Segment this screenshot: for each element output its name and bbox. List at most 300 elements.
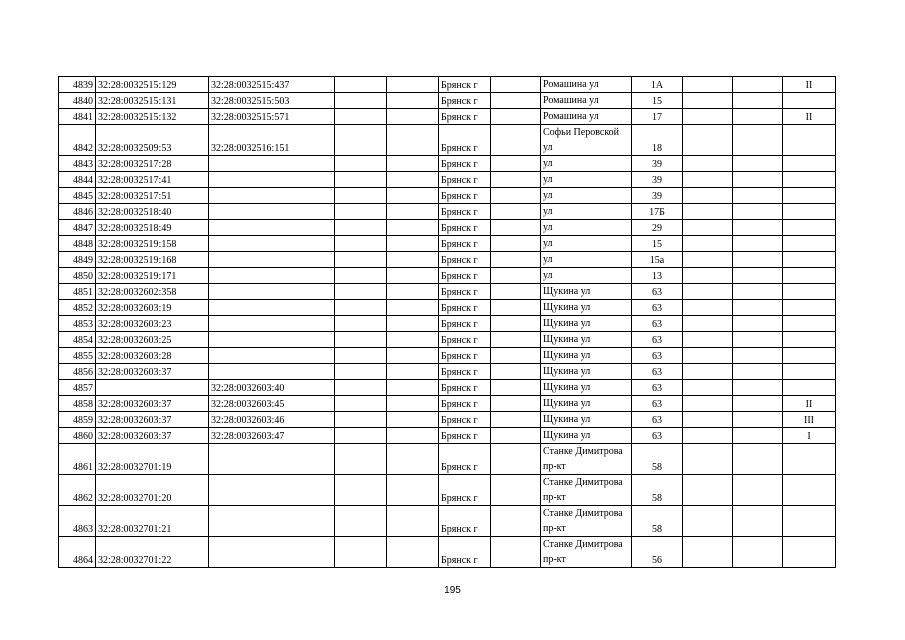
table-row — [59, 348, 836, 364]
cadastral-number-cell: 32:28:0032603:19 — [96, 300, 209, 316]
city-cell: Брянск г — [439, 125, 491, 156]
cadastral-number-cell: 32:28:0032515:132 — [96, 109, 209, 125]
house-number-cell: 15 — [632, 236, 683, 252]
col-4-cell — [335, 268, 387, 284]
related-cadastral-number-cell — [209, 348, 335, 364]
col-5-cell — [387, 204, 439, 220]
row-number-cell: 4860 — [59, 428, 96, 444]
related-cadastral-number-cell: 32:28:0032515:571 — [209, 109, 335, 125]
table-row — [59, 332, 836, 348]
category-cell — [783, 268, 836, 284]
row-number-cell: 4844 — [59, 172, 96, 188]
house-number-cell: 63 — [632, 348, 683, 364]
row-number-cell: 4862 — [59, 475, 96, 506]
col-7-cell — [491, 172, 541, 188]
col-7-cell — [491, 125, 541, 156]
col-10-cell — [683, 364, 733, 380]
col-5-cell — [387, 156, 439, 172]
table-row — [59, 506, 836, 537]
row-number-cell: 4841 — [59, 109, 96, 125]
category-cell — [783, 220, 836, 236]
table-row — [59, 364, 836, 380]
row-number-cell: 4850 — [59, 268, 96, 284]
house-number-cell: 39 — [632, 156, 683, 172]
street-cell: ул — [541, 268, 632, 284]
house-number-cell: 63 — [632, 412, 683, 428]
table-row — [59, 204, 836, 220]
col-10-cell — [683, 125, 733, 156]
col-10-cell — [683, 109, 733, 125]
street-cell: ул — [541, 172, 632, 188]
related-cadastral-number-cell — [209, 316, 335, 332]
col-4-cell — [335, 506, 387, 537]
category-cell — [783, 506, 836, 537]
city-cell: Брянск г — [439, 220, 491, 236]
street-cell: Станке Димитрова пр-кт — [541, 475, 632, 506]
col-5-cell — [387, 444, 439, 475]
table-row — [59, 537, 836, 568]
cadastral-number-cell: 32:28:0032603:37 — [96, 396, 209, 412]
row-number-cell: 4857 — [59, 380, 96, 396]
col-7-cell — [491, 93, 541, 109]
row-number-cell: 4852 — [59, 300, 96, 316]
col-11-cell — [733, 444, 783, 475]
city-cell: Брянск г — [439, 300, 491, 316]
col-5-cell — [387, 506, 439, 537]
house-number-cell: 1А — [632, 77, 683, 93]
col-7-cell — [491, 316, 541, 332]
related-cadastral-number-cell — [209, 188, 335, 204]
row-number-cell: 4861 — [59, 444, 96, 475]
col-4-cell — [335, 156, 387, 172]
city-cell: Брянск г — [439, 77, 491, 93]
col-10-cell — [683, 220, 733, 236]
category-cell — [783, 93, 836, 109]
table-row — [59, 300, 836, 316]
row-number-cell: 4849 — [59, 252, 96, 268]
page-number: 195 — [444, 585, 461, 596]
col-10-cell — [683, 204, 733, 220]
street-cell: Щукина ул — [541, 284, 632, 300]
col-5-cell — [387, 475, 439, 506]
table-row — [59, 412, 836, 428]
row-number-cell: 4859 — [59, 412, 96, 428]
city-cell: Брянск г — [439, 236, 491, 252]
related-cadastral-number-cell — [209, 284, 335, 300]
col-10-cell — [683, 172, 733, 188]
cadastral-number-cell: 32:28:0032517:41 — [96, 172, 209, 188]
col-11-cell — [733, 220, 783, 236]
col-5-cell — [387, 236, 439, 252]
street-cell: Ромашина ул — [541, 77, 632, 93]
city-cell: Брянск г — [439, 537, 491, 568]
house-number-cell: 17 — [632, 109, 683, 125]
city-cell: Брянск г — [439, 188, 491, 204]
col-10-cell — [683, 380, 733, 396]
street-cell: ул — [541, 220, 632, 236]
related-cadastral-number-cell — [209, 204, 335, 220]
city-cell: Брянск г — [439, 412, 491, 428]
row-number-cell: 4842 — [59, 125, 96, 156]
col-4-cell — [335, 444, 387, 475]
col-7-cell — [491, 380, 541, 396]
col-5-cell — [387, 380, 439, 396]
category-cell — [783, 236, 836, 252]
street-cell: Станке Димитрова пр-кт — [541, 537, 632, 568]
col-10-cell — [683, 284, 733, 300]
house-number-cell: 63 — [632, 428, 683, 444]
col-7-cell — [491, 428, 541, 444]
street-cell: Щукина ул — [541, 412, 632, 428]
city-cell: Брянск г — [439, 506, 491, 537]
col-4-cell — [335, 252, 387, 268]
table-row — [59, 380, 836, 396]
street-cell: ул — [541, 156, 632, 172]
house-number-cell: 63 — [632, 316, 683, 332]
cadastral-number-cell: 32:28:0032603:28 — [96, 348, 209, 364]
col-10-cell — [683, 444, 733, 475]
related-cadastral-number-cell — [209, 332, 335, 348]
col-11-cell — [733, 268, 783, 284]
col-10-cell — [683, 268, 733, 284]
table-row — [59, 188, 836, 204]
street-cell: ул — [541, 188, 632, 204]
col-5-cell — [387, 364, 439, 380]
col-7-cell — [491, 332, 541, 348]
col-11-cell — [733, 77, 783, 93]
street-cell: Щукина ул — [541, 332, 632, 348]
house-number-cell: 15 — [632, 93, 683, 109]
cadastral-number-cell: 32:28:0032701:22 — [96, 537, 209, 568]
row-number-cell: 4851 — [59, 284, 96, 300]
col-11-cell — [733, 172, 783, 188]
cadastral-number-cell: 32:28:0032603:37 — [96, 428, 209, 444]
house-number-cell: 63 — [632, 300, 683, 316]
col-10-cell — [683, 475, 733, 506]
city-cell: Брянск г — [439, 475, 491, 506]
table-row — [59, 172, 836, 188]
col-10-cell — [683, 252, 733, 268]
street-cell: Щукина ул — [541, 300, 632, 316]
col-7-cell — [491, 284, 541, 300]
col-11-cell — [733, 537, 783, 568]
category-cell: II — [783, 77, 836, 93]
related-cadastral-number-cell — [209, 156, 335, 172]
col-5-cell — [387, 412, 439, 428]
table-row — [59, 444, 836, 475]
col-7-cell — [491, 204, 541, 220]
street-cell: ул — [541, 252, 632, 268]
street-cell: Ромашина ул — [541, 93, 632, 109]
col-5-cell — [387, 428, 439, 444]
table-row — [59, 475, 836, 506]
col-11-cell — [733, 380, 783, 396]
house-number-cell: 63 — [632, 284, 683, 300]
related-cadastral-number-cell: 32:28:0032515:437 — [209, 77, 335, 93]
col-4-cell — [335, 172, 387, 188]
col-7-cell — [491, 77, 541, 93]
cadastral-number-cell: 32:28:0032701:20 — [96, 475, 209, 506]
table-row — [59, 220, 836, 236]
category-cell — [783, 332, 836, 348]
house-number-cell: 63 — [632, 332, 683, 348]
row-number-cell: 4855 — [59, 348, 96, 364]
col-4-cell — [335, 93, 387, 109]
col-11-cell — [733, 396, 783, 412]
cadastral-number-cell: 32:28:0032518:49 — [96, 220, 209, 236]
category-cell — [783, 204, 836, 220]
house-number-cell: 15а — [632, 252, 683, 268]
cadastral-number-cell: 32:28:0032515:129 — [96, 77, 209, 93]
table-row — [59, 93, 836, 109]
house-number-cell: 39 — [632, 188, 683, 204]
city-cell: Брянск г — [439, 444, 491, 475]
house-number-cell: 63 — [632, 396, 683, 412]
col-4-cell — [335, 412, 387, 428]
city-cell: Брянск г — [439, 172, 491, 188]
col-5-cell — [387, 300, 439, 316]
col-4-cell — [335, 284, 387, 300]
col-4-cell — [335, 236, 387, 252]
col-11-cell — [733, 332, 783, 348]
table-body — [59, 77, 836, 568]
city-cell: Брянск г — [439, 156, 491, 172]
col-4-cell — [335, 475, 387, 506]
category-cell — [783, 188, 836, 204]
category-cell — [783, 380, 836, 396]
street-cell: Щукина ул — [541, 380, 632, 396]
related-cadastral-number-cell: 32:28:0032515:503 — [209, 93, 335, 109]
cadastral-number-cell: 32:28:0032603:37 — [96, 412, 209, 428]
col-10-cell — [683, 77, 733, 93]
house-number-cell: 56 — [632, 537, 683, 568]
category-cell — [783, 284, 836, 300]
col-10-cell — [683, 348, 733, 364]
col-7-cell — [491, 348, 541, 364]
col-11-cell — [733, 125, 783, 156]
col-7-cell — [491, 300, 541, 316]
col-11-cell — [733, 236, 783, 252]
col-7-cell — [491, 537, 541, 568]
row-number-cell: 4847 — [59, 220, 96, 236]
col-7-cell — [491, 444, 541, 475]
related-cadastral-number-cell — [209, 300, 335, 316]
table-row — [59, 156, 836, 172]
col-11-cell — [733, 300, 783, 316]
col-7-cell — [491, 412, 541, 428]
col-4-cell — [335, 428, 387, 444]
cadastral-number-cell: 32:28:0032517:28 — [96, 156, 209, 172]
col-10-cell — [683, 156, 733, 172]
house-number-cell: 58 — [632, 475, 683, 506]
street-cell: ул — [541, 236, 632, 252]
street-cell: Щукина ул — [541, 316, 632, 332]
related-cadastral-number-cell — [209, 268, 335, 284]
col-4-cell — [335, 204, 387, 220]
cadastral-number-cell: 32:28:0032701:19 — [96, 444, 209, 475]
col-7-cell — [491, 252, 541, 268]
category-cell: III — [783, 412, 836, 428]
table-row — [59, 428, 836, 444]
col-11-cell — [733, 364, 783, 380]
col-7-cell — [491, 220, 541, 236]
street-cell: ул — [541, 204, 632, 220]
row-number-cell: 4864 — [59, 537, 96, 568]
related-cadastral-number-cell: 32:28:0032603:47 — [209, 428, 335, 444]
col-10-cell — [683, 412, 733, 428]
city-cell: Брянск г — [439, 380, 491, 396]
col-5-cell — [387, 316, 439, 332]
table-row — [59, 125, 836, 156]
cadastral-number-cell: 32:28:0032509:53 — [96, 125, 209, 156]
col-5-cell — [387, 396, 439, 412]
category-cell: I — [783, 428, 836, 444]
city-cell: Брянск г — [439, 204, 491, 220]
table-row — [59, 396, 836, 412]
cadastral-number-cell: 32:28:0032517:51 — [96, 188, 209, 204]
col-11-cell — [733, 109, 783, 125]
city-cell: Брянск г — [439, 364, 491, 380]
related-cadastral-number-cell: 32:28:0032603:46 — [209, 412, 335, 428]
col-7-cell — [491, 364, 541, 380]
related-cadastral-number-cell: 32:28:0032603:40 — [209, 380, 335, 396]
col-10-cell — [683, 300, 733, 316]
street-cell: Щукина ул — [541, 396, 632, 412]
cadastral-number-cell: 32:28:0032701:21 — [96, 506, 209, 537]
col-7-cell — [491, 396, 541, 412]
cadastral-number-cell: 32:28:0032519:171 — [96, 268, 209, 284]
related-cadastral-number-cell — [209, 506, 335, 537]
city-cell: Брянск г — [439, 109, 491, 125]
city-cell: Брянск г — [439, 268, 491, 284]
col-10-cell — [683, 332, 733, 348]
row-number-cell: 4858 — [59, 396, 96, 412]
category-cell — [783, 444, 836, 475]
col-4-cell — [335, 348, 387, 364]
col-10-cell — [683, 506, 733, 537]
category-cell — [783, 348, 836, 364]
city-cell: Брянск г — [439, 93, 491, 109]
col-11-cell — [733, 204, 783, 220]
row-number-cell: 4840 — [59, 93, 96, 109]
col-5-cell — [387, 109, 439, 125]
col-10-cell — [683, 93, 733, 109]
col-11-cell — [733, 316, 783, 332]
col-5-cell — [387, 77, 439, 93]
city-cell: Брянск г — [439, 428, 491, 444]
cadastral-number-cell: 32:28:0032519:158 — [96, 236, 209, 252]
cadastral-number-cell: 32:28:0032518:40 — [96, 204, 209, 220]
category-cell: II — [783, 109, 836, 125]
col-4-cell — [335, 396, 387, 412]
cadastral-number-cell: 32:28:0032602:358 — [96, 284, 209, 300]
street-cell: Щукина ул — [541, 428, 632, 444]
col-5-cell — [387, 93, 439, 109]
register-table — [58, 76, 836, 568]
house-number-cell: 58 — [632, 506, 683, 537]
house-number-cell: 29 — [632, 220, 683, 236]
house-number-cell: 63 — [632, 380, 683, 396]
col-11-cell — [733, 188, 783, 204]
col-4-cell — [335, 77, 387, 93]
table-row — [59, 236, 836, 252]
street-cell: Станке Димитрова пр-кт — [541, 506, 632, 537]
cadastral-number-cell: 32:28:0032515:131 — [96, 93, 209, 109]
related-cadastral-number-cell: 32:28:0032603:45 — [209, 396, 335, 412]
city-cell: Брянск г — [439, 252, 491, 268]
related-cadastral-number-cell — [209, 475, 335, 506]
row-number-cell: 4854 — [59, 332, 96, 348]
house-number-cell: 39 — [632, 172, 683, 188]
col-11-cell — [733, 348, 783, 364]
col-11-cell — [733, 252, 783, 268]
street-cell: Ромашина ул — [541, 109, 632, 125]
col-4-cell — [335, 537, 387, 568]
category-cell — [783, 537, 836, 568]
city-cell: Брянск г — [439, 348, 491, 364]
related-cadastral-number-cell — [209, 444, 335, 475]
col-5-cell — [387, 188, 439, 204]
street-cell: Станке Димитрова пр-кт — [541, 444, 632, 475]
col-5-cell — [387, 252, 439, 268]
col-11-cell — [733, 412, 783, 428]
category-cell — [783, 475, 836, 506]
col-5-cell — [387, 125, 439, 156]
related-cadastral-number-cell — [209, 172, 335, 188]
col-7-cell — [491, 236, 541, 252]
related-cadastral-number-cell: 32:28:0032516:151 — [209, 125, 335, 156]
col-7-cell — [491, 268, 541, 284]
col-7-cell — [491, 506, 541, 537]
row-number-cell: 4848 — [59, 236, 96, 252]
cadastral-number-cell: 32:28:0032603:37 — [96, 364, 209, 380]
row-number-cell: 4853 — [59, 316, 96, 332]
house-number-cell: 63 — [632, 364, 683, 380]
row-number-cell: 4843 — [59, 156, 96, 172]
category-cell — [783, 156, 836, 172]
related-cadastral-number-cell — [209, 252, 335, 268]
row-number-cell: 4845 — [59, 188, 96, 204]
col-10-cell — [683, 537, 733, 568]
category-cell — [783, 252, 836, 268]
col-10-cell — [683, 188, 733, 204]
category-cell — [783, 316, 836, 332]
col-4-cell — [335, 364, 387, 380]
house-number-cell: 58 — [632, 444, 683, 475]
street-cell: Щукина ул — [541, 348, 632, 364]
col-11-cell — [733, 93, 783, 109]
related-cadastral-number-cell — [209, 364, 335, 380]
col-5-cell — [387, 172, 439, 188]
row-number-cell: 4839 — [59, 77, 96, 93]
category-cell — [783, 364, 836, 380]
col-4-cell — [335, 300, 387, 316]
table-row — [59, 252, 836, 268]
col-7-cell — [491, 156, 541, 172]
table-row — [59, 284, 836, 300]
table-row — [59, 77, 836, 93]
category-cell: II — [783, 396, 836, 412]
cadastral-number-cell: 32:28:0032603:23 — [96, 316, 209, 332]
col-11-cell — [733, 428, 783, 444]
col-4-cell — [335, 109, 387, 125]
col-4-cell — [335, 125, 387, 156]
table-row — [59, 268, 836, 284]
row-number-cell: 4863 — [59, 506, 96, 537]
city-cell: Брянск г — [439, 284, 491, 300]
cadastral-number-cell — [96, 380, 209, 396]
col-10-cell — [683, 428, 733, 444]
